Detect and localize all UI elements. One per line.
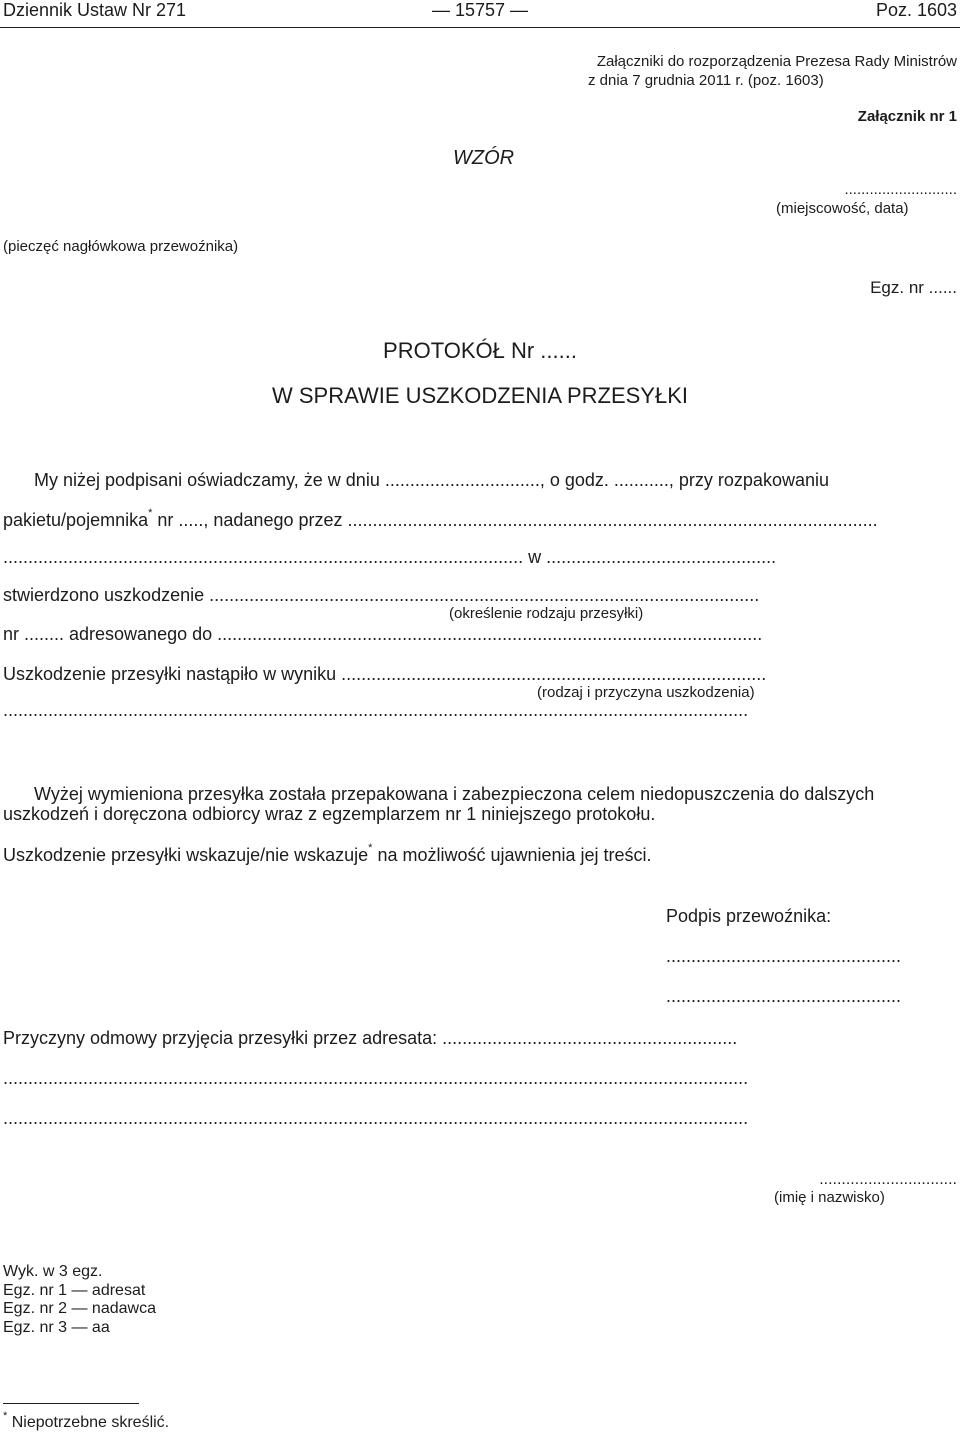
refusal-dots1: .....................................................................................................................................................	[3, 1068, 749, 1088]
carrier-signature-dots1: ...............................................	[666, 946, 902, 966]
journal-name: Dziennik Ustaw Nr 271	[3, 0, 187, 20]
body-line2: pakietu/pojemnika* nr ....., nadanego przez ..........................................................................................................	[3, 507, 878, 530]
page-number: — 15757 —	[431, 0, 529, 20]
annex-label: Załącznik nr 1	[857, 108, 957, 125]
place-date-dots: ...........................	[844, 181, 957, 198]
body-line6-note: (rodzaj i przyczyna uszkodzenia)	[537, 684, 755, 701]
annex-note-line2: z dnia 7 grudnia 2011 r. (poz. 1603)	[588, 72, 824, 89]
copies-title: Wyk. w 3 egz.	[3, 1263, 103, 1280]
title-line2: W SPRAWIE USZKODZENIA PRZESYŁKI	[271, 383, 689, 408]
copy-number: Egz. nr ......	[870, 278, 957, 297]
refusal-label: Przyczyny odmowy przyjęcia przesyłki przez adresata: ...........................................................	[3, 1028, 738, 1048]
body-line7: .....................................................................................................................................................	[3, 700, 749, 720]
paragraph1-line2: uszkodzeń i doręczona odbiorcy wraz z egzemplarzem nr 1 niniejszego protokołu.	[3, 804, 656, 824]
body-line3: ........................................................................................................ w ..............................................	[3, 547, 777, 567]
footnote: * Niepotrzebne skreślić.	[3, 1410, 170, 1431]
body-line6: Uszkodzenie przesyłki nastąpiło w wyniku .....................................................................................	[3, 664, 767, 684]
stamp-label: (pieczęć nagłówkowa przewoźnika)	[3, 238, 239, 255]
position-number: Poz. 1603	[875, 0, 957, 20]
copies-item: Egz. nr 3 — aa	[3, 1319, 110, 1336]
copies-item: Egz. nr 1 — adresat	[3, 1282, 146, 1299]
recipient-signature-dots: ...............................	[819, 1171, 957, 1188]
carrier-signature-label: Podpis przewoźnika:	[666, 906, 832, 926]
footnote-rule	[3, 1403, 139, 1404]
annex-note-line1: Załączniki do rozporządzenia Prezesa Rady Ministrów	[596, 53, 957, 70]
paragraph1-line1: Wyżej wymieniona przesyłka została przepakowana i zabezpieczona celem niedopuszczenia do dalszych	[34, 784, 875, 804]
header-rule	[0, 27, 960, 28]
refusal-dots2: .....................................................................................................................................................	[3, 1108, 749, 1128]
recipient-signature-label: (imię i nazwisko)	[774, 1189, 885, 1206]
template-label: WZÓR	[453, 147, 515, 169]
body-line4: stwierdzono uszkodzenie ..............................................................................................................	[3, 585, 760, 605]
carrier-signature-dots2: ...............................................	[666, 986, 902, 1006]
copies-item: Egz. nr 2 — nadawca	[3, 1300, 156, 1317]
title-line1: PROTOKÓŁ Nr ......	[383, 338, 577, 363]
body-line1: My niżej podpisani oświadczamy, że w dniu ..............................., o godz. ..........., przy rozpakowaniu	[34, 470, 829, 490]
paragraph2: Uszkodzenie przesyłki wskazuje/nie wskazuje* na możliwość ujawnienia jej treści.	[3, 842, 652, 865]
place-date-label: (miejscowość, data)	[776, 200, 909, 217]
body-line4-note: (określenie rodzaju przesyłki)	[449, 605, 644, 622]
body-line5: nr ........ adresowanego do .............................................................................................................	[3, 624, 763, 644]
